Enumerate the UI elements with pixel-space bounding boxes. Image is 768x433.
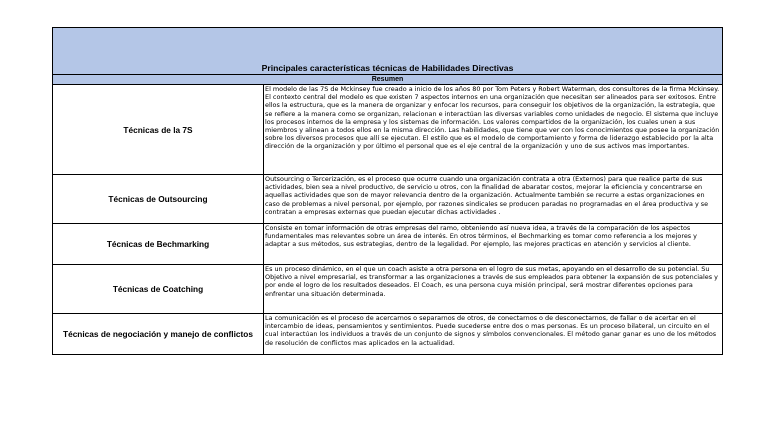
title-row [53, 28, 723, 75]
table-row [53, 85, 723, 175]
technique-label: Técnicas de negociación y manejo de conflictos [53, 314, 264, 355]
technique-label: Técnicas de la 7S [53, 85, 264, 175]
technique-description: El modelo de las 7S de Mckinsey fue creado a inicio de los años 80 por Tom Peters y Robert Waterman, dos consultores de la firma Mckinsey. El contexto central del modelo es que existen 7 aspectos internos en una organización que necesitan ser alineados para ser exitosos. Entre ellos la estructura, que es la manera de organizar y enfocar los recursos, para conseguir los objetivos de la organización, la estrategia, que se refiere a la manera como se organizan, relacionan e interactúan las diversas variables como unidades de negocio. El sistema que incluye los procesos internos de la empresa y los sistemas de información. Los valores compartidos de la organización, los cuales unen a sus miembros y alinean a todos ellos en la misma dirección. Las habilidades, que tiene que ver con los conocimientos que posee la organización sobre los diversos procesos que allí se ejecutan. El estilo que es el modelo de comportamiento y forma de liderazgo establecido por la alta dirección de la organización y por último el personal que es el eje central de la organización y uno de sus activos mas importantes. [264, 85, 723, 175]
table-row [53, 265, 723, 314]
technique-label: Técnicas de Coatching [53, 265, 264, 314]
technique-description: Es un proceso dinámico, en el que un coach asiste a otra persona en el logro de sus metas, apoyando en el desarrollo de su potencial. Su Objetivo a nivel empresarial, es transformar a las organizaciones a través de sus empleados para obtener la expansión de sus potenciales y por ende el logro de los resultados deseados. El Coach, es una persona cuya misión principal, será mostrar diferentes opciones para enfrentar una situación determinada. [264, 265, 723, 314]
table-row [53, 314, 723, 355]
title-cell [53, 28, 723, 75]
resumen-header: Resumen [53, 75, 723, 85]
table-row [53, 175, 723, 224]
technique-description: La comunicación es el proceso de acercarnos o separarnos de otros, de conectarnos o de desconectarnos, de fallar o de acertar en el intercambio de ideas, pensamientos y sentimientos. Puede sucederse entre dos o mas personas. Es un proceso bilateral, un circuito en el cual interactúan los individuos a través de un conjunto de signos y símbolos convencionales. El método ganar ganar es uno de los métodos de resolución de conflictos mas aplicados en la actualidad. [264, 314, 723, 355]
technique-label: Técnicas de Bechmarking [53, 224, 264, 265]
technique-description: Consiste en tomar información de otras empresas del ramo, obteniendo así nueva idea, a través de la comparación de los aspectos fundamentales mas relevantes sobre un área de interés. En otros términos, el Bechmarking es tomar como referencia a los mejores y adaptar a sus métodos, sus estrategias, dentro de la legalidad. Por ejemplo, las mejores practicas en atención y servicios al cliente. [264, 224, 723, 265]
technique-description: Outsourcing o Tercerización, es el proceso que ocurre cuando una organización contrata a otra (Externos) para que realice parte de sus actividades, bien sea a nivel productivo, de servicio u otros, con la finalidad de abaratar costos, mejorar la eficiencia y concentrarse en aquellas actividades que son de mayor relevancia dentro de la organización. Actualmente también se recurre a estas organizaciones en caso de problemas a nivel personal, por ejemplo, por razones sindicales se producen paradas no programadas en el área productiva y se contratan a empresas externas que puedan ejecutar dichas actividades . [264, 175, 723, 224]
sheet-title: Principales características técnicas de Habilidades Directivas [261, 63, 514, 73]
table-row [53, 224, 723, 265]
technique-label: Técnicas de Outsourcing [53, 175, 264, 224]
summary-table [52, 27, 723, 355]
summary-sheet [52, 27, 722, 355]
resumen-header-row [53, 75, 723, 85]
